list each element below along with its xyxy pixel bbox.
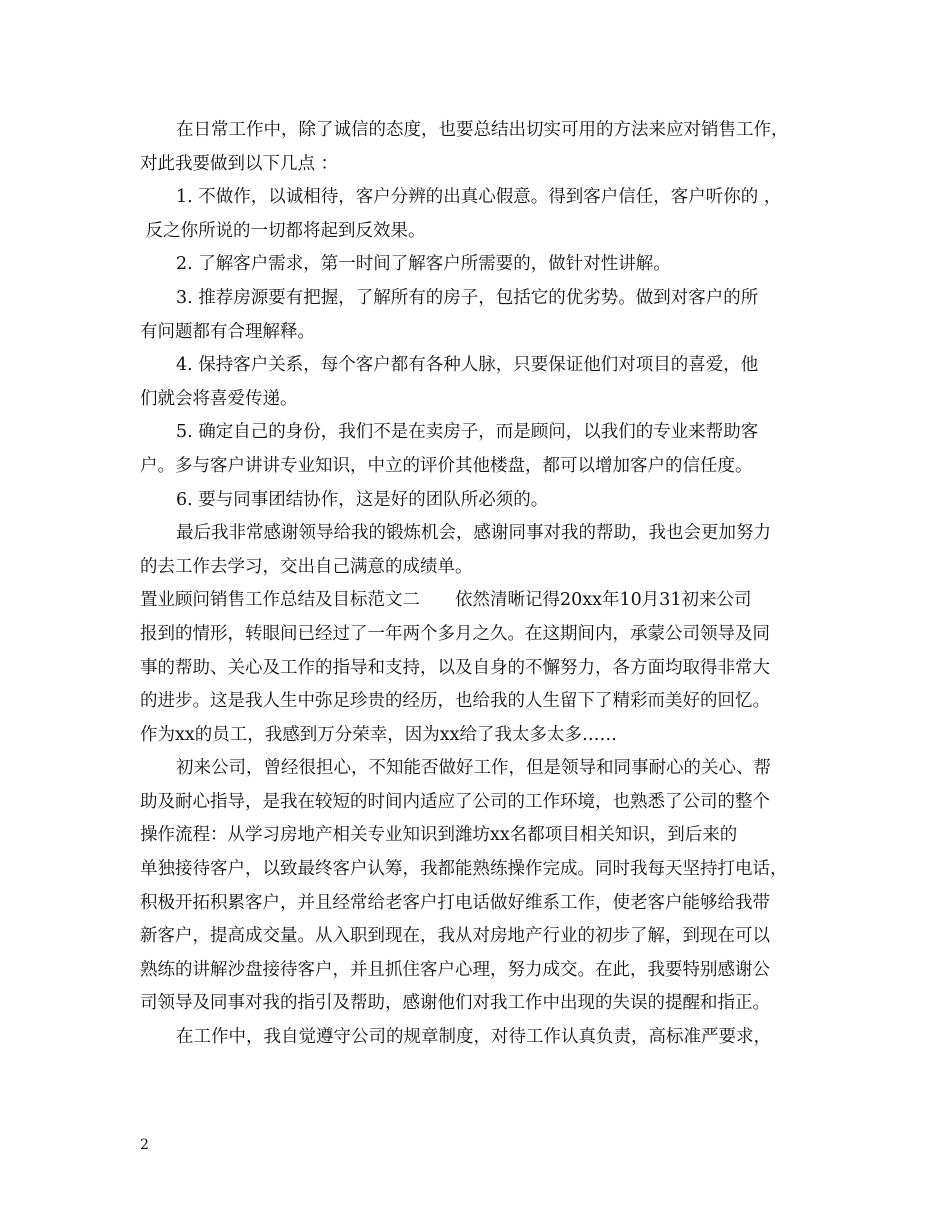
paragraph-line: 对此我要做到以下几点 ： [140,153,339,174]
paragraph-line: 单独接待客户，以致最终客户认筹，我都能熟练操作完成。同时我每天坚持打电话， [140,859,788,880]
list-item-line: 3. 推荐房源要有把握，了解所有的房子，包括它的优劣势。做到对客户的所 [176,287,759,308]
paragraph-line: 司领导及同事对我的指引及帮助，感谢他们对我工作中出现的失误的提醒和指正。 [140,993,770,1014]
list-item-line: 4. 保持客户关系，每个客户都有各种人脉，只要保证他们对项目的喜爱，他 [176,355,759,376]
paragraph-line: 的进步。这是我人生中弥足珍贵的经历，也给我的人生留下了精彩而美好的回忆。 [140,691,770,712]
section-heading-line: 置业顾问销售工作总结及目标范文二 依然清晰记得20xx年10月31初来公司 [140,590,752,611]
paragraph-line: 最后我非常感谢领导给我的锻炼机会，感谢同事对我的帮助，我也会更加努力 [176,523,771,544]
paragraph-line: 事的帮助、关心及工作的指导和支持，以及自身的不懈努力，各方面均取得非常大 [140,657,770,678]
list-item-line: 1. 不做作，以诚相待，客户分辨的出真心假意。得到客户信任，客户听你的 ， [176,187,782,208]
list-item-line: 5. 确定自己的身份，我们不是在卖房子，而是顾问，以我们的专业来帮助客 [176,422,759,443]
paragraph-line: 初来公司，曾经很担心，不知能否做好工作，但是领导和同事耐心的关心、帮 [176,758,771,779]
list-item-line: 们就会将喜爱传递。 [140,388,298,409]
paragraph-line: 操作流程：从学习房地产相关专业知识到潍坊xx名都项目相关知识，到后来的 [140,825,738,846]
paragraph-line: 在日常工作中，除了诚信的态度，也要总结出切实可用的方法来应对销售工作， [176,120,789,140]
list-item-line: 反之你所说的一切都将起到反效果。 [140,220,426,241]
paragraph-line: 熟练的讲解沙盘接待客户，并且抓住客户心理，努力成交。在此，我要特别感谢公 [140,959,770,980]
paragraph-line: 积极开拓积累客户，并且经常给老客户打电话做好维系工作，使老客户能够给我带 [140,892,770,913]
paragraph-line: 新客户，提高成交量。从入职到现在，我从对房地产行业的初步了解，到现在可以 [140,926,770,947]
paragraph-line: 作为xx的员工，我感到万分荣幸，因为xx给了我太多太多…… [140,724,617,745]
document-body [140,114,830,1055]
paragraph-line: 的去工作去学习，交出自己满意的成绩单。 [140,556,473,577]
page-number: 2 [140,1137,149,1153]
paragraph-line: 报到的情形，转眼间已经过了一年两个多月之久。在这期间内，承蒙公司领导及同 [140,623,770,644]
list-item-line: 户。多与客户讲讲专业知识，中立的评价其他楼盘，都可以增加客户的信任度。 [140,455,753,476]
list-item-line: 6. 要与同事团结协作，这是好的团队所必须的。 [176,489,549,510]
paragraph-line: 在工作中，我自觉遵守公司的规章制度，对待工作认真负责，高标准严要求， [176,1027,771,1048]
paragraph-line: 助及耐心指导，是我在较短的时间内适应了公司的工作环境，也熟悉了公司的整个 [140,791,770,812]
list-item-line: 2. 了解客户需求，第一时间了解客户所需要的，做针对性讲解。 [176,254,671,275]
list-item-line: 有问题都有合理解释。 [140,321,315,342]
